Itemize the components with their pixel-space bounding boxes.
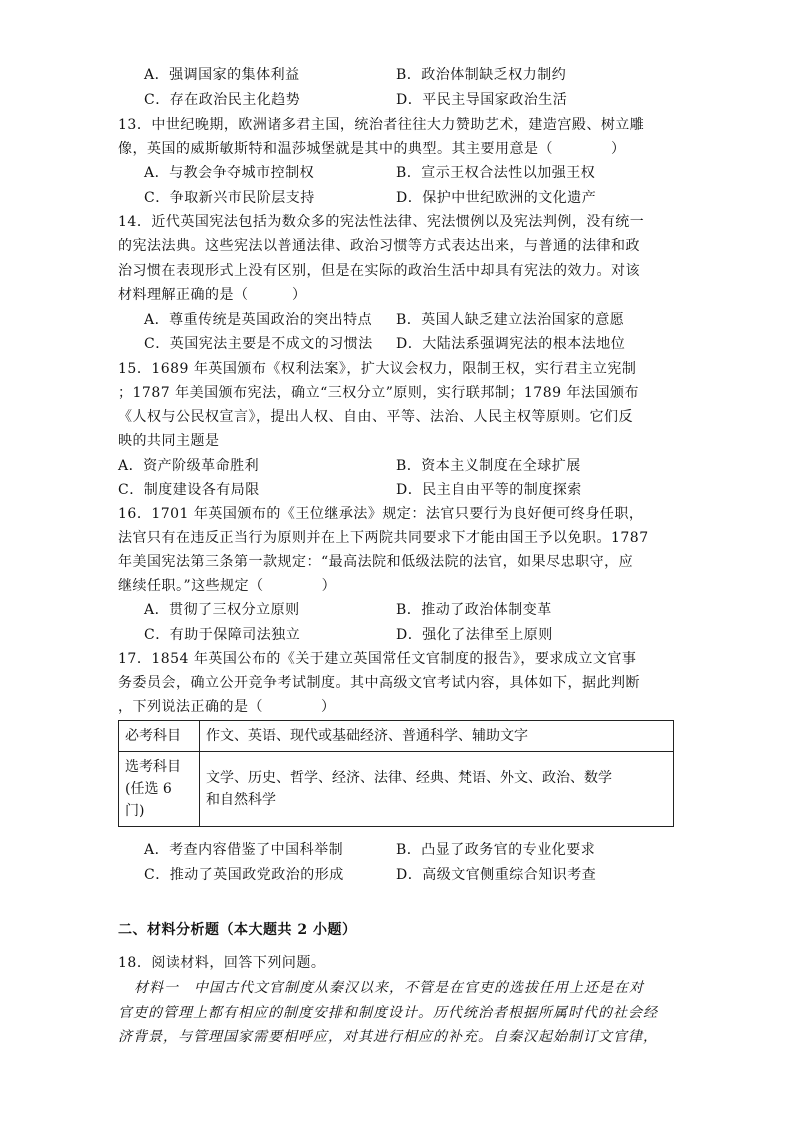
section-2-heading: 二、材料分析题（本大题共 2 小题） [118,922,357,938]
q17-option-a[interactable]: A．考查内容借鉴了中国科举制 [144,842,344,858]
q16-option-d[interactable]: D．强化了法律至上原则 [396,627,553,643]
q17-option-b[interactable]: B．凸显了政务官的专业化要求 [396,842,596,858]
q14-stem-line-1: 14．近代英国宪法包括为数众多的宪法性法律、宪法惯例以及宪法判例，没有统一 [118,214,645,230]
q13-option-c[interactable]: C．争取新兴市民阶层支持 [144,190,315,206]
material-1-line-3: 济背景，与管理国家需要相呼应，对其进行相应的补充。自秦汉起始制订文官律， [118,1029,658,1045]
q14-option-b[interactable]: B．英国人缺乏建立法治国家的意愿 [396,312,625,328]
q13-option-d[interactable]: D．保护中世纪欧洲的文化遗产 [396,190,597,206]
q12-option-d[interactable]: D．平民主导国家政治生活 [396,92,568,108]
table-row [119,721,674,752]
elective-subjects-value [200,752,674,827]
q14-stem-line-3: 治习惯在表现形式上没有区别，但是在实际的政治生活中却具有宪法的效力。对该 [118,263,640,279]
q13-option-b[interactable]: B．宣示王权合法性以加强王权 [396,165,596,181]
q14-stem-line-4: 材料理解正确的是（ ） [118,287,307,303]
material-1-line-1: 材料一 中国古代文官制度从秦汉以来，不管是在官吏的选拔任用上还是在对 [134,980,644,996]
q15-stem-line-4: 映的共同主题是 [118,433,220,449]
q15-stem-line-2: ；1787 年美国颁布宪法，确立“三权分立”原则，实行联邦制；1789 年法国颁布 [118,385,639,401]
q16-stem-line-1: 16．1701 年英国颁布的《王位继承法》规定：法官只要行为良好便可终身任职， [118,506,644,522]
q13-stem-line-2: 像，英国的威斯敏斯特和温莎城堡就是其中的典型。其主要用意是（ ） [118,141,626,157]
q17-stem-line-3: ，下列说法正确的是（ ） [118,699,336,715]
q16-option-b[interactable]: B．推动了政治体制变革 [396,602,552,618]
q16-stem-line-4: 继续任职。”这些规定（ ） [118,578,337,594]
elective-label-line-2: (任选 6 [125,781,172,797]
q12-option-b[interactable]: B．政治体制缺乏权力制约 [396,67,567,83]
q12-option-c[interactable]: C．存在政治民主化趋势 [144,92,301,108]
q14-option-c[interactable]: C．英国宪法主要是不成文的习惯法 [144,336,373,352]
material-1-line-2: 官吏的管理上都有相应的制度安排和制度设计。历代统治者根据所属时代的社会经 [118,1005,658,1021]
q16-option-c[interactable]: C．有助于保障司法独立 [144,627,301,643]
q16-stem-line-3: 年美国宪法第三条第一款规定：“最高法院和低级法院的法官，如果尽忠职守，应 [118,554,634,570]
q17-stem-line-2: 务委员会，确立公开竞争考试制度。其中高级文官考试内容，具体如下，据此判断 [118,675,640,691]
exam-subjects-table [118,720,674,827]
q18-intro: 18．阅读材料，回答下列问题。 [118,955,326,971]
elective-label-line-1: 选考科目 [125,759,181,775]
q14-stem-line-2: 的宪法法典。这些宪法以普通法律、政治习惯等方式表达出来，与普通的法律和政 [118,238,640,254]
q13-stem-line-1: 13．中世纪晚期，欧洲诸多君主国，统治者往往大力赞助艺术，建造宫殿、树立雕 [118,117,645,133]
q14-option-a[interactable]: A．尊重传统是英国政治的突出特点 [144,312,373,328]
required-subjects-value: 作文、英语、现代或基础经济、普通科学、辅助文字 [200,721,674,752]
elective-label-line-3: 门) [125,803,145,819]
q15-option-d[interactable]: D．民主自由平等的制度探索 [396,482,582,498]
q13-option-a[interactable]: A．与教会争夺城市控制权 [144,165,315,181]
q15-option-a[interactable]: A．资产阶级革命胜利 [118,458,260,474]
q15-stem-line-3: 《人权与公民权宣言》，提出人权、自由、平等、法治、人民主权等原则。它们反 [118,409,633,425]
elective-subjects-label [119,752,200,827]
q12-option-a[interactable]: A．强调国家的集体利益 [144,67,300,83]
q17-option-d[interactable]: D．高级文官侧重综合知识考查 [396,867,597,883]
q15-option-b[interactable]: B．资本主义制度在全球扩展 [396,458,581,474]
q16-stem-line-2: 法官只有在违反正当行为原则并在上下两院共同要求下才能由国王予以免职。1787 [118,530,649,546]
q17-stem-line-1: 17．1854 年英国公布的《关于建立英国常任文官制度的报告》，要求成立文官事 [118,651,637,667]
q15-stem-line-1: 15．1689 年英国颁布《权利法案》，扩大议会权力，限制王权，实行君主立宪制 [118,361,637,377]
q14-option-d[interactable]: D．大陆法系强调宪法的根本法地位 [396,336,626,352]
q17-option-c[interactable]: C．推动了英国政党政治的形成 [144,867,344,883]
q16-option-a[interactable]: A．贯彻了三权分立原则 [144,602,300,618]
table-row [119,752,674,827]
elective-subjects-line-2: 和自然科学 [206,792,276,808]
q15-option-c[interactable]: C．制度建设各有局限 [118,482,260,498]
elective-subjects-line-1: 文学、历史、哲学、经济、法律、经典、梵语、外文、政治、数学 [206,770,612,786]
required-subjects-label: 必考科目 [119,721,200,752]
